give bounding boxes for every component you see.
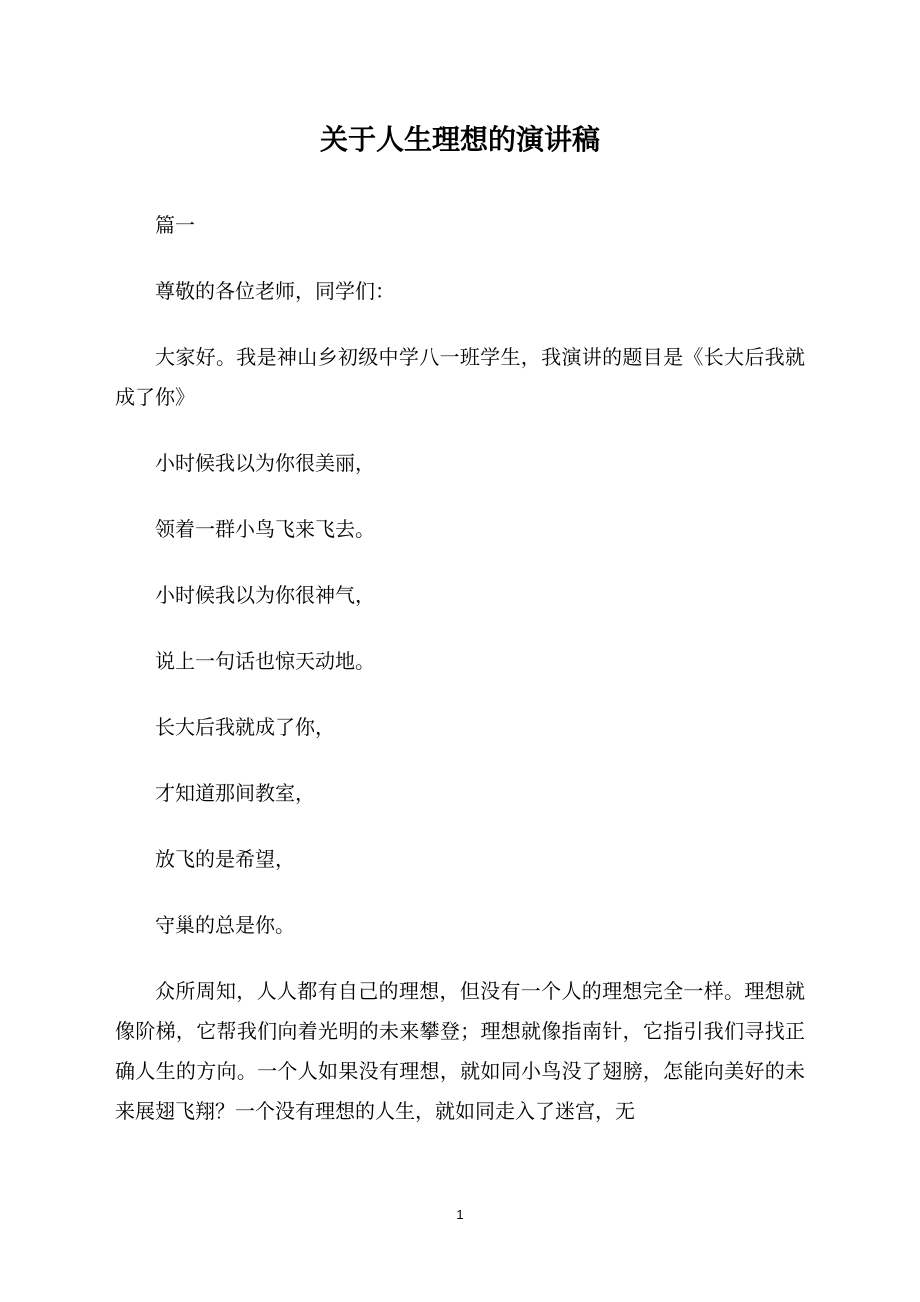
salutation: 尊敬的各位老师，同学们：	[155, 279, 395, 303]
lyric-line: 小时候我以为你很美丽，	[155, 451, 375, 475]
document-title: 关于人生理想的演讲稿	[319, 123, 600, 156]
lyric-line: 领着一群小鸟飞来飞去。	[155, 517, 375, 541]
document-body	[115, 205, 805, 1131]
lyric-line: 小时候我以为你很神气，	[155, 583, 375, 607]
intro-paragraph: 大家好。我是神山乡初级中学八一班学生，我演讲的题目是《长大后我就成了你》	[115, 345, 805, 409]
section-heading: 篇一	[155, 213, 195, 237]
lyric-line: 才知道那间教室，	[155, 781, 315, 805]
lyric-line: 长大后我就成了你，	[155, 715, 335, 739]
body-paragraph: 众所周知，人人都有自己的理想，但没有一个人的理想完全一样。理想就像阶梯，它帮我们向着光明的未来攀登；理想就像指南针，它指引我们寻找正确人生的方向。一个人如果没有理想，就如同小鸟没了翅膀，怎能向美好的未来展翅飞翔？一个没有理想的人生，就如同走入了迷宫，无	[115, 979, 805, 1123]
lyric-line: 放飞的是希望，	[155, 847, 295, 871]
lyric-line: 守巢的总是你。	[155, 913, 295, 937]
page-number: 1	[456, 1207, 464, 1222]
lyric-line: 说上一句话也惊天动地。	[155, 649, 375, 673]
